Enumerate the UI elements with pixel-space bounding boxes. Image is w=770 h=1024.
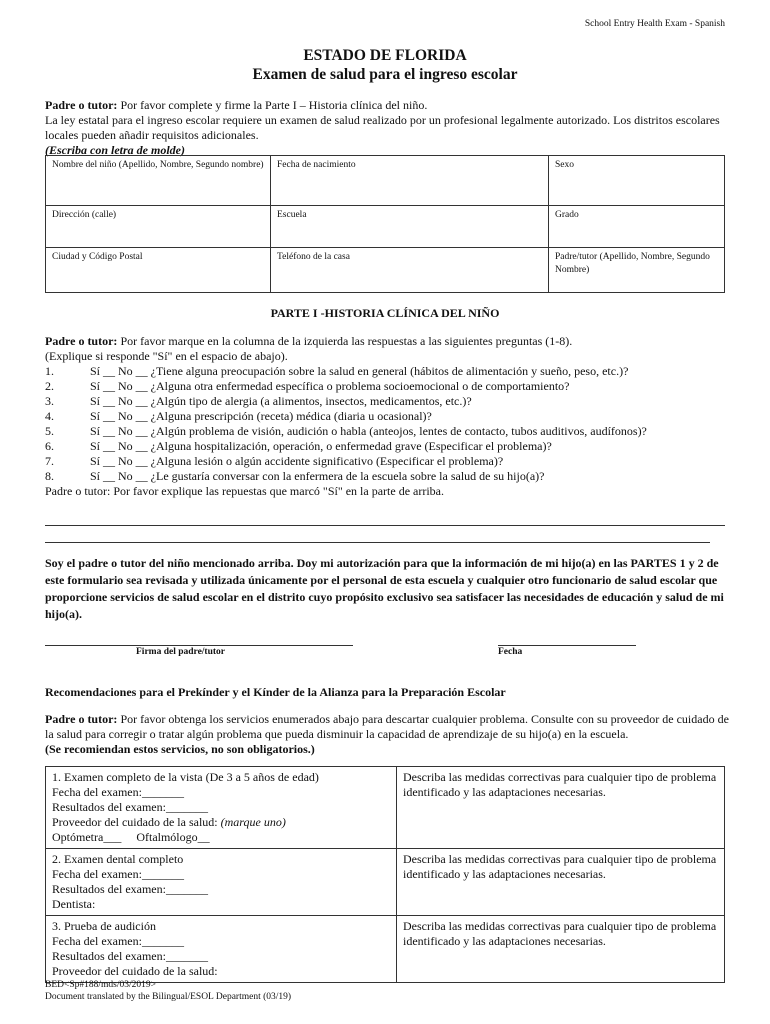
corrective-measures-cell[interactable]: Describa las medidas correctivas para cualquier tipo de problema identificado y las adaptaciones necesarias. <box>397 849 725 916</box>
footer <box>45 979 291 1003</box>
part1-title: PARTE I -HISTORIA CLÍNICA DEL NIÑO <box>270 306 500 320</box>
service-line: Resultados del examen:_______ <box>52 882 208 896</box>
sex-field[interactable]: Sexo <box>549 156 725 206</box>
authorization-statement: Soy el padre o tutor del niño mencionado arriba. Doy mi autorización para que la información de mi hijo(a) en las PARTES 1 y 2 de este formulario sea revisada y utilizada únicamente por el personal de esta escuela y cualquier otro funcionario de salud escolar que proporcione servicios de salud escolar en el distrito cuyo propósito exclusivo sea satisfacer las necesidades de educación y salud de mi hijo(a). <box>45 556 724 621</box>
print-instruction: (Escriba con letra de molde) <box>45 143 185 157</box>
vision-exam-cell[interactable] <box>46 767 397 849</box>
child-info-table <box>45 155 725 293</box>
question-number: 2. <box>45 379 54 393</box>
question-text[interactable]: Sí __ No __ ¿Le gustaría conversar con la enfermera de la escuela sobre la salud de su hijo(a)? <box>90 469 545 483</box>
address-field[interactable]: Dirección (calle) <box>46 206 271 248</box>
service-line: Resultados del examen:_______ <box>52 800 208 814</box>
question-number: 5. <box>45 424 54 438</box>
service-line: Proveedor del cuidado de la salud: <box>52 964 218 978</box>
date-label: Fecha <box>498 647 523 657</box>
city-zip-field[interactable]: Ciudad y Código Postal <box>46 248 271 293</box>
footer-code: BED<Sp#188/mds/03/2019> <box>45 980 157 990</box>
dob-field[interactable]: Fecha de nacimiento <box>271 156 549 206</box>
explanation-line[interactable] <box>45 525 725 526</box>
recommend-lead: Padre o tutor: <box>45 712 118 726</box>
question-text[interactable]: Sí __ No __ ¿Algún problema de visión, audición o habla (anteojos, lentes de contacto, tubos auditivos, audífonos)? <box>90 424 647 438</box>
intro-lead: Padre o tutor: <box>45 98 118 112</box>
service-line: 1. Examen completo de la vista (De 3 a 5 años de edad) <box>52 770 319 784</box>
part1-instructions <box>45 334 730 364</box>
question-number: 7. <box>45 454 54 468</box>
intro-paragraph <box>45 98 730 158</box>
dental-exam-cell[interactable] <box>46 849 397 916</box>
intro-text-2: La ley estatal para el ingreso escolar requiere un examen de salud realizado por un profesional legalmente autorizado. Los distritos escolares locales pueden añadir requisitos adicionales. <box>45 113 720 142</box>
question-text[interactable]: Sí __ No __ ¿Algún tipo de alergia (a alimentos, insectos, medicamentos, etc.)? <box>90 394 472 408</box>
question-number: 3. <box>45 394 54 408</box>
question-text[interactable]: Sí __ No __ ¿Alguna lesión o algún accidente significativo (Especificar el problema)? <box>90 454 504 468</box>
question-number: 1. <box>45 364 54 378</box>
service-line: Fecha del examen:_______ <box>52 934 184 948</box>
footer-translation-note: Document translated by the Bilingual/ESOL Department (03/19) <box>45 992 292 1002</box>
provider-options[interactable]: Optómetra___ Oftalmólogo__ <box>52 830 210 844</box>
service-line: 3. Prueba de audición <box>52 919 156 933</box>
form-code-header: School Entry Health Exam - Spanish <box>584 19 725 29</box>
home-phone-field[interactable]: Teléfono de la casa <box>271 248 549 293</box>
recommend-text: Por favor obtenga los servicios enumerados abajo para descartar cualquier problema. Consulte con su proveedor de cuidado de la salud para corregir o tratar algún problema que pueda disminuir la capacidad de aprendizaje de su hijo(a) en la escuela. <box>45 712 729 741</box>
provider-note: (marque uno) <box>220 815 286 829</box>
parent-name-field[interactable]: Padre/tutor (Apellido, Nombre, Segundo Nombre) <box>549 248 725 293</box>
part1-instr-2: (Explique si responde "Sí" en el espacio de abajo). <box>45 349 288 363</box>
question-number: 8. <box>45 469 54 483</box>
signature-line[interactable] <box>45 645 353 646</box>
grade-field[interactable]: Grado <box>549 206 725 248</box>
provider-label: Proveedor del cuidado de la salud: <box>52 815 221 829</box>
state-title: ESTADO DE FLORIDA <box>303 47 467 64</box>
child-name-field[interactable]: Nombre del niño (Apellido, Nombre, Segundo nombre) <box>46 156 271 206</box>
corrective-measures-cell[interactable]: Describa las medidas correctivas para cualquier tipo de problema identificado y las adaptaciones necesarias. <box>397 916 725 983</box>
part1-instr-1: Por favor marque en la columna de la izquierda las respuestas a las siguientes preguntas (1-8). <box>117 334 573 348</box>
question-number: 6. <box>45 439 54 453</box>
service-line: 2. Examen dental completo <box>52 852 184 866</box>
service-line: Dentista: <box>52 897 96 911</box>
question-text[interactable]: Sí __ No __ ¿Alguna prescripción (receta) médica (diaria u ocasional)? <box>90 409 432 423</box>
service-line: Fecha del examen:_______ <box>52 785 184 799</box>
intro-text-1: Por favor complete y firme la Parte I – Historia clínica del niño. <box>117 98 428 112</box>
recommend-note: (Se recomiendan estos servicios, no son obligatorios.) <box>45 742 315 756</box>
question-text[interactable]: Sí __ No __ ¿Alguna hospitalización, operación, o enfermedad grave (Especificar el problema)? <box>90 439 552 453</box>
recommendations-paragraph <box>45 712 730 757</box>
explanation-line[interactable] <box>45 542 710 543</box>
service-line: Resultados del examen:_______ <box>52 949 208 963</box>
explain-instruction: Padre o tutor: Por favor explique las repuestas que marcó "Sí" en la parte de arriba. <box>45 484 444 498</box>
form-title: Examen de salud para el ingreso escolar <box>252 66 518 83</box>
services-table <box>45 766 725 983</box>
school-field[interactable]: Escuela <box>271 206 549 248</box>
corrective-measures-cell[interactable]: Describa las medidas correctivas para cualquier tipo de problema identificado y las adaptaciones necesarias. <box>397 767 725 849</box>
part1-lead: Padre o tutor: <box>45 334 118 348</box>
hearing-exam-cell[interactable] <box>46 916 397 983</box>
provider-line <box>52 815 390 830</box>
question-number: 4. <box>45 409 54 423</box>
question-text[interactable]: Sí __ No __ ¿Tiene alguna preocupación sobre la salud en general (hábitos de alimentación y sueño, peso, etc.)? <box>90 364 629 378</box>
service-line: Fecha del examen:_______ <box>52 867 184 881</box>
date-line[interactable] <box>498 645 636 646</box>
question-text[interactable]: Sí __ No __ ¿Alguna otra enfermedad específica o problema socioemocional o de comportamiento? <box>90 379 570 393</box>
recommendations-title: Recomendaciones para el Prekínder y el Kínder de la Alianza para la Preparación Escolar <box>45 685 506 699</box>
signature-label: Firma del padre/tutor <box>136 647 226 657</box>
